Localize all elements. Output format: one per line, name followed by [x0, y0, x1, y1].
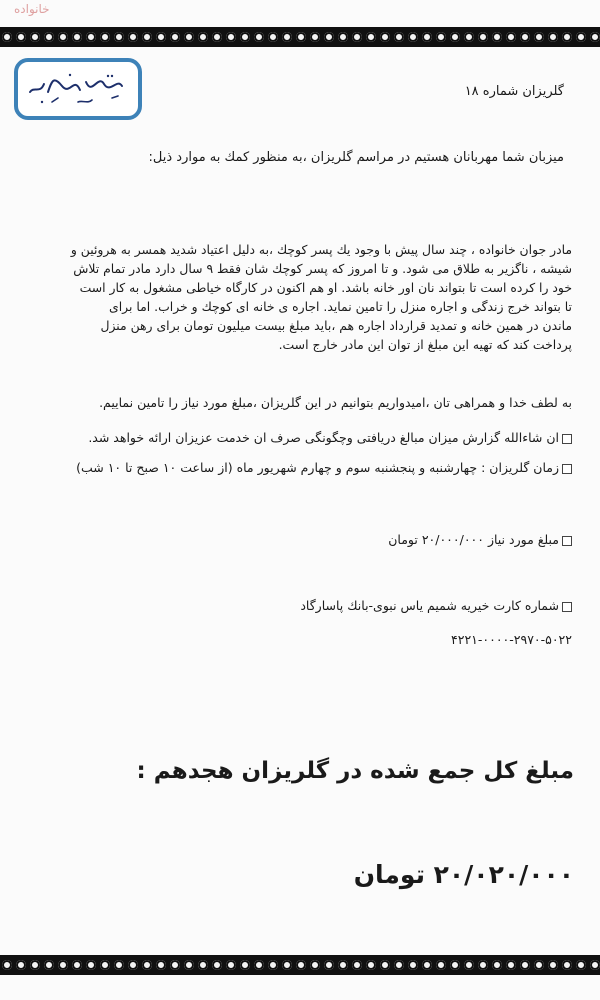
border-flower-icon	[574, 958, 588, 972]
border-flower-icon	[532, 30, 546, 44]
border-flower-icon	[154, 30, 168, 44]
charity-stamp	[14, 58, 142, 120]
border-flower-icon	[462, 958, 476, 972]
border-flower-icon	[504, 958, 518, 972]
time-item	[76, 460, 572, 475]
paragraph-line: پرداخت كند كه تهیه این مبلغ از توان این مادر خارج است.	[278, 337, 572, 352]
border-flower-icon	[490, 30, 504, 44]
border-flower-icon	[112, 958, 126, 972]
border-flower-icon	[588, 30, 600, 44]
border-flower-icon	[224, 30, 238, 44]
border-flower-icon	[182, 30, 196, 44]
border-flower-icon	[168, 958, 182, 972]
card-number: ۴۲۲۱-۰۰۰۰-۲۹۷۰-۵۰۲۲	[451, 632, 572, 647]
campaign-title: گلریزان شماره ۱۸	[464, 84, 564, 99]
border-flower-icon	[574, 30, 588, 44]
border-flower-icon	[350, 30, 364, 44]
border-flower-icon	[210, 958, 224, 972]
border-flower-icon	[140, 958, 154, 972]
border-flower-icon	[406, 30, 420, 44]
border-flower-icon	[336, 30, 350, 44]
border-flower-icon	[252, 958, 266, 972]
border-flower-icon	[308, 958, 322, 972]
border-flower-icon	[84, 958, 98, 972]
time-text: زمان گلریزان : چهارشنبه و پنجشنبه سوم و چهارم شهریور ماه (از ساعت ۱۰ صبح تا ۱۰ شب)	[76, 460, 559, 475]
total-label: مبلغ كل جمع شده در گلریزان هجدهم :	[136, 758, 574, 784]
border-flower-icon	[280, 958, 294, 972]
border-flower-icon	[546, 30, 560, 44]
border-flower-icon	[98, 30, 112, 44]
border-flower-icon	[196, 30, 210, 44]
border-flower-icon	[196, 958, 210, 972]
border-flower-icon	[42, 958, 56, 972]
border-flower-icon	[280, 30, 294, 44]
report-text: ان شاءالله گزارش میزان مبالغ دریافتی وچگونگی صرف ان خدمت عزیزان ارائه خواهد شد.	[88, 430, 559, 445]
corner-handwritten-note: خانواده	[14, 2, 50, 16]
border-flower-icon	[392, 958, 406, 972]
paragraph-line: ماندن در همین خانه و تمدید قرارداد اجاره هم ،باید مبلغ بیست میلیون تومان برای رهن منزل	[100, 318, 572, 333]
border-flower-icon	[294, 958, 308, 972]
border-flower-icon	[98, 958, 112, 972]
border-flower-icon	[322, 958, 336, 972]
total-amount: ۲۰/۰۲۰/۰۰۰ تومان	[353, 860, 574, 889]
border-flower-icon	[84, 30, 98, 44]
border-flower-icon	[364, 958, 378, 972]
border-flower-icon	[378, 30, 392, 44]
border-flower-icon	[168, 30, 182, 44]
border-flower-icon	[532, 958, 546, 972]
border-flower-icon	[308, 30, 322, 44]
checkbox-icon	[562, 434, 572, 444]
border-flower-icon	[14, 958, 28, 972]
border-flower-icon	[336, 958, 350, 972]
family-story-paragraph	[12, 240, 572, 354]
intro-line: میزبان شما مهربانان هستیم در مراسم گلریزان ،به منظور کمك به موارد ذیل:	[148, 150, 564, 165]
border-flower-icon	[392, 30, 406, 44]
request-line: به لطف خدا و همراهی تان ،امیدواریم بتوانیم در این گلریزان ،مبلغ مورد نیاز را تامین نماییم.	[99, 395, 572, 410]
border-flower-icon	[266, 30, 280, 44]
top-decorative-border	[0, 27, 600, 47]
border-flower-icon	[518, 30, 532, 44]
border-flower-icon	[126, 30, 140, 44]
border-flower-icon	[560, 30, 574, 44]
need-item	[388, 532, 572, 547]
border-flower-icon	[224, 958, 238, 972]
border-flower-icon	[434, 958, 448, 972]
border-flower-icon	[504, 30, 518, 44]
border-flower-icon	[490, 958, 504, 972]
border-flower-icon	[238, 958, 252, 972]
stamp-handwriting-icon	[22, 66, 134, 112]
border-flower-icon	[210, 30, 224, 44]
border-flower-icon	[434, 30, 448, 44]
border-flower-icon	[42, 30, 56, 44]
border-flower-icon	[266, 958, 280, 972]
border-flower-icon	[252, 30, 266, 44]
border-flower-icon	[0, 958, 14, 972]
border-flower-icon	[294, 30, 308, 44]
border-flower-icon	[154, 958, 168, 972]
border-flower-icon	[182, 958, 196, 972]
border-flower-icon	[350, 958, 364, 972]
border-flower-icon	[560, 958, 574, 972]
need-text: مبلغ مورد نیاز ۲۰/۰۰۰/۰۰۰ تومان	[388, 532, 559, 547]
checkbox-icon	[562, 602, 572, 612]
border-flower-icon	[0, 30, 14, 44]
border-flower-icon	[588, 958, 600, 972]
border-flower-icon	[518, 958, 532, 972]
border-flower-icon	[28, 30, 42, 44]
checkbox-icon	[562, 536, 572, 546]
paragraph-line: تا بتواند خرج زندگی و اجاره منزل را تامین نماید. اجاره ی خانه ای كوچك و خراب. اما برای	[109, 299, 572, 314]
bottom-decorative-border	[0, 955, 600, 975]
paragraph-line: شیشه ، ناگزیر به طلاق می شود. و تا امروز كه پسر كوچك شان فقط ۹ سال دارد مادر تمام تلاش	[73, 261, 572, 276]
border-flower-icon	[476, 30, 490, 44]
border-flower-icon	[70, 30, 84, 44]
border-flower-icon	[462, 30, 476, 44]
paragraph-line: خود را كرده است تا بتواند نان اور خانه باشد. او هم اكنون در كارگاه خیاطی مشغول به كار است	[79, 280, 572, 295]
border-flower-icon	[56, 958, 70, 972]
card-text: شماره كارت خیریه شمیم یاس نبوی-بانك پاسارگاد	[300, 598, 559, 613]
border-flower-icon	[322, 30, 336, 44]
border-flower-icon	[378, 958, 392, 972]
border-flower-icon	[112, 30, 126, 44]
border-flower-icon	[406, 958, 420, 972]
report-item	[88, 430, 572, 445]
border-flower-icon	[126, 958, 140, 972]
border-flower-icon	[448, 958, 462, 972]
paragraph-line: مادر جوان خانواده ، چند سال پیش با وجود یك پسر كوچك ،به دلیل اعتیاد شدید همسر به هروئین و	[70, 242, 572, 257]
border-flower-icon	[14, 30, 28, 44]
border-flower-icon	[28, 958, 42, 972]
border-flower-icon	[476, 958, 490, 972]
checkbox-icon	[562, 464, 572, 474]
border-flower-icon	[420, 958, 434, 972]
border-flower-icon	[364, 30, 378, 44]
border-flower-icon	[420, 30, 434, 44]
border-flower-icon	[238, 30, 252, 44]
border-flower-icon	[140, 30, 154, 44]
border-flower-icon	[448, 30, 462, 44]
border-flower-icon	[56, 30, 70, 44]
border-flower-icon	[546, 958, 560, 972]
card-item	[300, 598, 572, 613]
border-flower-icon	[70, 958, 84, 972]
